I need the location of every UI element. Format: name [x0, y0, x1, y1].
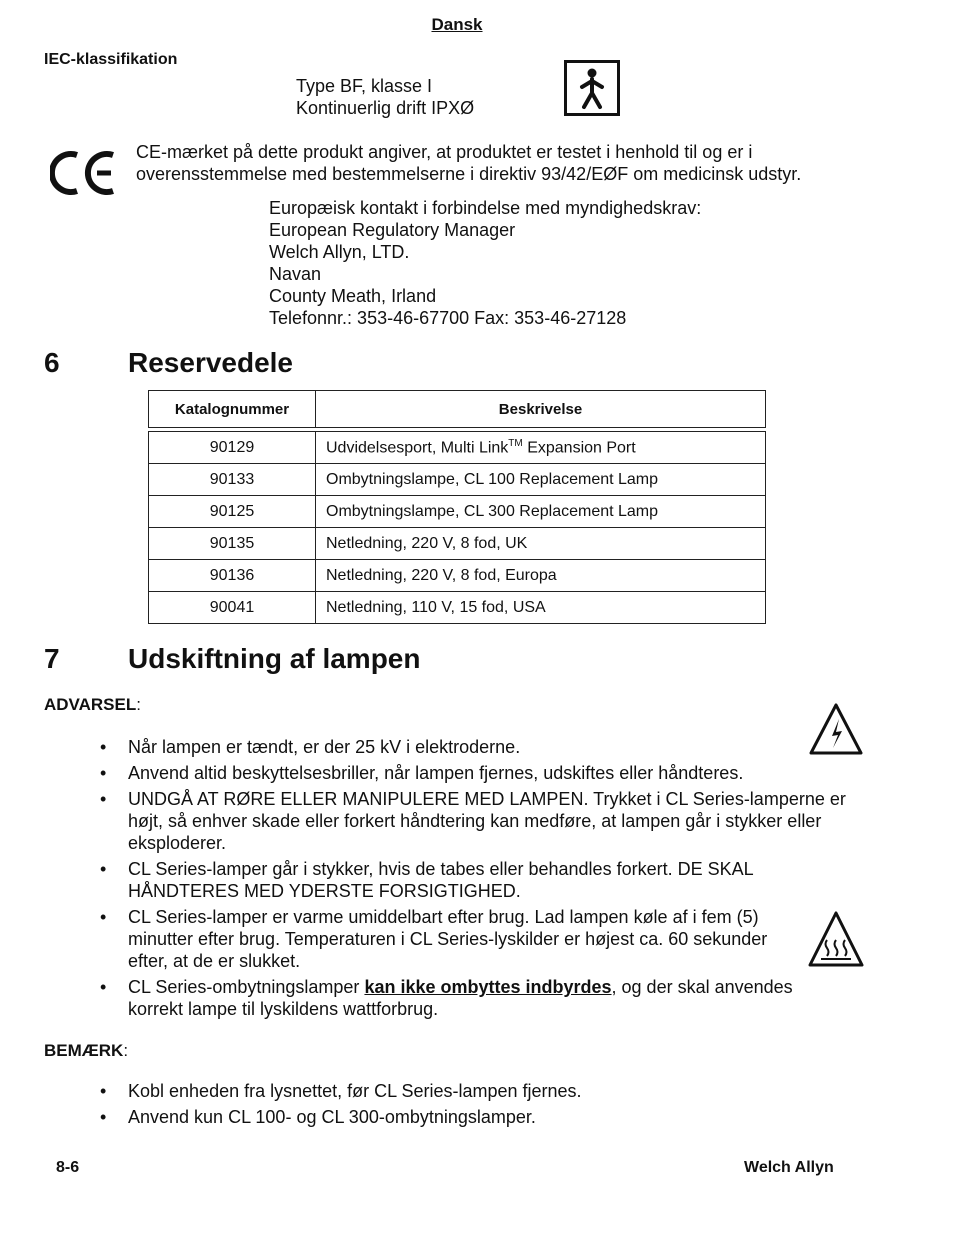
table-row	[149, 528, 766, 560]
iec-line-2: Kontinuerlig drift IPXØ	[296, 98, 475, 118]
part-description: Ombytningslampe, CL 300 Replacement Lamp	[316, 496, 766, 528]
part-description: Udvidelsesport, Multi Link™ Expansion Port	[316, 432, 766, 464]
ce-text-line-1: CE-mærket på dette produkt angiver, at produktet er testet i henhold til og er i	[136, 142, 753, 162]
list-item: • UNDGÅ AT RØRE ELLER MANIPULERE MED LAMPEN. Trykket i CL Series-lamperne er højt, så enhver skade eller forkert håndtering kan medføre, at lampen går i stykker eller eksploderer.	[44, 788, 868, 854]
table-row	[149, 464, 766, 496]
column-header-description: Beskrivelse	[316, 391, 766, 428]
part-description: Ombytningslampe, CL 100 Replacement Lamp	[316, 464, 766, 496]
contact-line-5: County Meath, Irland	[269, 286, 437, 306]
note-heading: BEMÆRK:	[44, 1041, 129, 1060]
table-header-row	[149, 391, 766, 428]
part-description: Netledning, 110 V, 15 fod, USA	[316, 592, 766, 624]
section-6-number: 6	[44, 347, 60, 378]
catalog-number: 90133	[149, 464, 316, 496]
table-row	[149, 496, 766, 528]
parts-table	[148, 390, 766, 624]
catalog-number: 90136	[149, 560, 316, 592]
list-item: • Når lampen er tændt, er der 25 kV i elektroderne.	[44, 736, 868, 758]
catalog-number: 90135	[149, 528, 316, 560]
list-item: • Anvend kun CL 100- og CL 300-ombytningslamper.	[44, 1106, 868, 1128]
contact-line-3: Welch Allyn, LTD.	[269, 242, 410, 262]
list-item: • CL Series-lamper går i stykker, hvis de tabes eller behandles forkert. DE SKAL HÅNDTERES MED YDERSTE FORSIGTIGHED.	[44, 858, 868, 902]
list-item: • Kobl enheden fra lysnettet, før CL Series-lampen fjernes.	[44, 1080, 868, 1102]
catalog-number: 90041	[149, 592, 316, 624]
table-row	[149, 432, 766, 464]
iec-label: IEC-klassifikation	[44, 51, 178, 68]
catalog-number: 90125	[149, 496, 316, 528]
note-list	[44, 1080, 868, 1132]
section-6-title: Reservedele	[128, 347, 294, 378]
page-number: 8-6	[56, 1159, 80, 1176]
section-7-title: Udskiftning af lampen	[128, 643, 421, 674]
part-description: Netledning, 220 V, 8 fod, UK	[316, 528, 766, 560]
section-7-number: 7	[44, 643, 60, 674]
type-bf-body-icon	[564, 60, 620, 116]
list-item: • CL Series-lamper er varme umiddelbart efter brug. Lad lampen køle af i fem (5) minutter efter brug. Temperaturen i CL Series-lyskilder er højest ca. 60 sekunder efter, at de er slukket.	[44, 906, 868, 972]
contact-line-2: European Regulatory Manager	[269, 220, 516, 240]
page-header-language: Dansk	[431, 15, 483, 34]
column-header-catalog: Katalognummer	[149, 391, 316, 428]
part-description: Netledning, 220 V, 8 fod, Europa	[316, 560, 766, 592]
contact-line-1: Europæisk kontakt i forbindelse med myndighedskrav:	[269, 198, 702, 218]
contact-line-4: Navan	[269, 264, 322, 284]
hot-surface-icon	[807, 910, 865, 968]
list-item: • CL Series-ombytningslamper kan ikke ombyttes indbyrdes, og der skal anvendes korrekt lampe til lyskildens wattforbrug.	[44, 976, 868, 1020]
contact-line-6: Telefonnr.: 353-46-67700 Fax: 353-46-27128	[269, 308, 627, 328]
iec-line-1: Type BF, klasse I	[296, 76, 433, 96]
ce-mark-icon	[50, 149, 116, 197]
catalog-number: 90129	[149, 432, 316, 464]
list-item: • Anvend altid beskyttelsesbriller, når lampen fjernes, udskiftes eller håndteres.	[44, 762, 868, 784]
ce-text-line-2: overensstemmelse med bestemmelserne i direktiv 93/42/EØF om medicinsk udstyr.	[136, 164, 802, 184]
warning-list	[44, 736, 868, 1024]
emphasis-text: kan ikke ombyttes indbyrdes	[364, 977, 612, 997]
table-row	[149, 560, 766, 592]
warning-heading: ADVARSEL:	[44, 695, 141, 714]
footer-brand: Welch Allyn	[744, 1159, 834, 1176]
table-row	[149, 592, 766, 624]
